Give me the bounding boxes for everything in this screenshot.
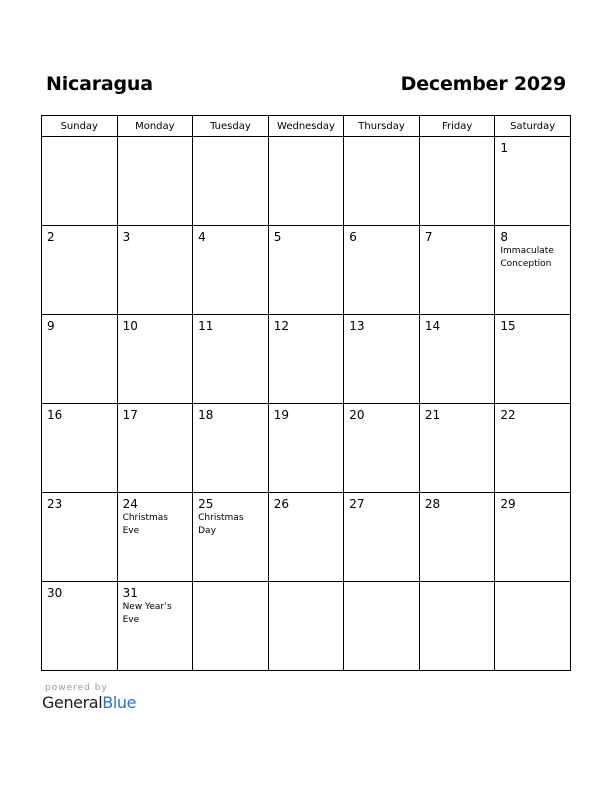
day-number: 1 xyxy=(500,141,509,155)
day-number: 18 xyxy=(198,408,214,422)
empty-day-cell xyxy=(419,582,495,671)
day-content xyxy=(118,137,193,141)
day-content xyxy=(269,582,344,586)
day-content xyxy=(495,582,570,586)
day-content xyxy=(344,493,419,511)
footer-branding xyxy=(42,683,136,712)
day-content xyxy=(42,404,117,422)
day-content xyxy=(420,582,495,586)
day-number: 7 xyxy=(424,230,433,244)
day-content xyxy=(42,226,117,244)
weekday-tuesday: Tuesday xyxy=(193,116,269,137)
day-number: 10 xyxy=(122,319,138,333)
day-content xyxy=(269,315,344,333)
day-cell xyxy=(419,404,495,493)
empty-day-cell xyxy=(344,582,420,671)
weekday-saturday: Saturday xyxy=(495,116,571,137)
day-content xyxy=(118,582,193,627)
day-content xyxy=(269,226,344,244)
weekday-friday: Friday xyxy=(419,116,495,137)
week-row xyxy=(42,582,571,671)
calendar-header xyxy=(46,70,566,98)
day-content xyxy=(118,404,193,422)
day-cell xyxy=(344,226,420,315)
day-content xyxy=(495,404,570,422)
brand-general: General xyxy=(42,693,103,712)
day-cell xyxy=(117,582,193,671)
empty-day-cell xyxy=(419,137,495,226)
country-title: Nicaragua xyxy=(46,73,153,95)
day-number: 16 xyxy=(47,408,63,422)
calendar-grid xyxy=(41,115,571,671)
day-number: 20 xyxy=(349,408,365,422)
day-content xyxy=(269,404,344,422)
day-cell xyxy=(117,493,193,582)
day-cell xyxy=(268,404,344,493)
day-content xyxy=(193,404,268,422)
powered-by-text: powered by xyxy=(45,683,108,693)
day-cell xyxy=(42,315,118,404)
day-content xyxy=(42,137,117,141)
day-number: 24 xyxy=(122,497,138,511)
day-content xyxy=(193,315,268,333)
weekday-header-row xyxy=(42,116,571,137)
day-number: 12 xyxy=(273,319,289,333)
day-content xyxy=(42,315,117,333)
holiday-label: Christmas Eve xyxy=(122,513,168,536)
empty-day-cell xyxy=(117,137,193,226)
day-content xyxy=(495,315,570,333)
day-number: 9 xyxy=(47,319,55,333)
week-row xyxy=(42,315,571,404)
day-number: 22 xyxy=(500,408,516,422)
empty-day-cell xyxy=(344,137,420,226)
day-number: 19 xyxy=(273,408,289,422)
day-content xyxy=(420,315,495,333)
day-cell xyxy=(495,137,571,226)
day-cell xyxy=(193,315,269,404)
weekday-thursday: Thursday xyxy=(344,116,420,137)
day-content xyxy=(193,493,268,538)
weekday-sunday: Sunday xyxy=(42,116,118,137)
day-number: 3 xyxy=(122,230,131,244)
week-row xyxy=(42,226,571,315)
day-cell xyxy=(193,404,269,493)
day-number: 21 xyxy=(424,408,441,422)
brand-blue: Blue xyxy=(102,693,137,712)
day-cell xyxy=(193,493,269,582)
month-title: December 2029 xyxy=(400,73,566,95)
day-content xyxy=(344,582,419,586)
day-content xyxy=(42,582,117,600)
week-row xyxy=(42,404,571,493)
day-cell xyxy=(344,404,420,493)
day-cell xyxy=(495,226,571,315)
empty-day-cell xyxy=(268,582,344,671)
week-row xyxy=(42,137,571,226)
day-number: 6 xyxy=(349,230,357,244)
day-cell xyxy=(42,226,118,315)
day-number: 31 xyxy=(122,586,138,600)
day-number: 11 xyxy=(198,319,214,333)
day-number: 5 xyxy=(273,230,282,244)
day-cell xyxy=(419,315,495,404)
day-number: 25 xyxy=(198,497,214,511)
day-cell xyxy=(495,404,571,493)
day-content xyxy=(193,582,268,586)
empty-day-cell xyxy=(193,137,269,226)
day-cell xyxy=(268,493,344,582)
day-cell xyxy=(193,226,269,315)
day-cell xyxy=(495,493,571,582)
day-cell xyxy=(268,226,344,315)
day-cell xyxy=(344,493,420,582)
day-content xyxy=(344,315,419,333)
holiday-label: Christmas Day xyxy=(198,513,244,536)
week-row xyxy=(42,493,571,582)
day-number: 4 xyxy=(198,230,206,244)
day-content xyxy=(344,404,419,422)
day-content xyxy=(193,137,268,141)
empty-day-cell xyxy=(193,582,269,671)
day-cell xyxy=(495,315,571,404)
day-cell xyxy=(42,582,118,671)
day-number: 30 xyxy=(47,586,63,600)
day-content xyxy=(420,493,495,511)
day-number: 2 xyxy=(47,230,55,244)
day-number: 8 xyxy=(500,230,509,244)
day-content xyxy=(495,493,570,511)
holiday-label: New Year’s Eve xyxy=(122,602,172,625)
day-number: 23 xyxy=(47,497,63,511)
day-content xyxy=(269,493,344,511)
day-number: 17 xyxy=(122,408,138,422)
day-cell xyxy=(42,493,118,582)
day-content xyxy=(118,315,193,333)
day-content xyxy=(118,226,193,244)
day-content xyxy=(344,137,419,141)
day-content xyxy=(193,226,268,244)
day-number: 27 xyxy=(349,497,365,511)
day-cell xyxy=(344,315,420,404)
day-cell xyxy=(42,404,118,493)
day-cell xyxy=(117,315,193,404)
day-cell xyxy=(117,404,193,493)
day-cell xyxy=(419,226,495,315)
day-content xyxy=(420,404,495,422)
empty-day-cell xyxy=(42,137,118,226)
day-number: 28 xyxy=(424,497,441,511)
day-content xyxy=(118,493,193,538)
day-content xyxy=(42,493,117,511)
day-content xyxy=(420,226,495,244)
day-content xyxy=(420,137,495,141)
day-cell xyxy=(268,315,344,404)
holiday-label: Immaculate Conception xyxy=(500,246,554,269)
day-content xyxy=(269,137,344,141)
generalblue-logo[interactable] xyxy=(42,693,136,712)
day-number: 14 xyxy=(424,319,441,333)
weekday-monday: Monday xyxy=(117,116,193,137)
day-cell xyxy=(419,493,495,582)
weekday-wednesday: Wednesday xyxy=(268,116,344,137)
day-content xyxy=(495,137,570,155)
day-content xyxy=(344,226,419,244)
day-number: 13 xyxy=(349,319,365,333)
day-cell xyxy=(117,226,193,315)
empty-day-cell xyxy=(495,582,571,671)
day-number: 29 xyxy=(500,497,516,511)
empty-day-cell xyxy=(268,137,344,226)
day-number: 15 xyxy=(500,319,516,333)
day-number: 26 xyxy=(273,497,289,511)
day-content xyxy=(495,226,570,271)
